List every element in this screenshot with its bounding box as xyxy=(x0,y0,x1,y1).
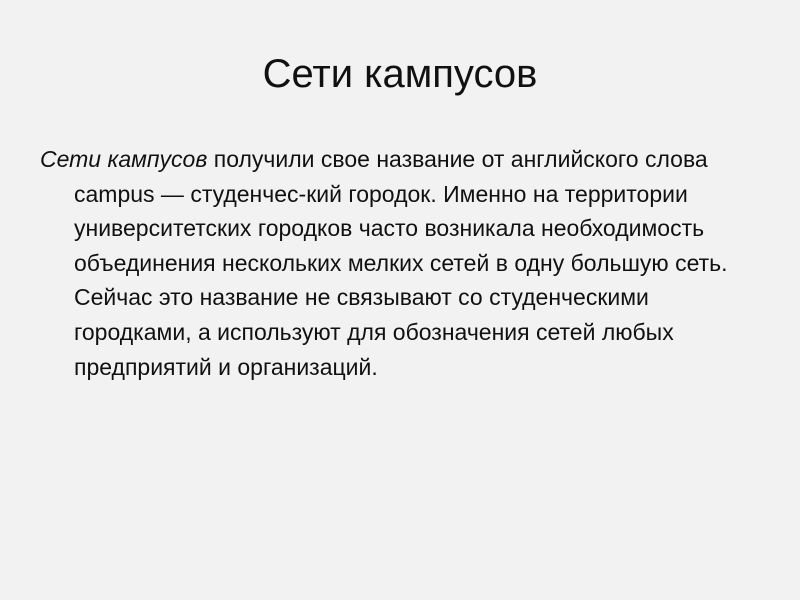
slide-body xyxy=(40,142,730,384)
body-lead-term: Сети кампусов xyxy=(40,146,208,172)
body-text: получили свое название от английского слова campus — студенчес-кий городок. Именно на территории университетских городков часто возникала необходимость объединения нескольких мелких сетей в одну большую сеть. Сейчас это название не связывают со студенческими городками, а используют для обозначения сетей любых предприятий и организаций. xyxy=(74,146,728,380)
body-paragraph xyxy=(40,142,730,384)
slide-title: Сети кампусов xyxy=(262,52,538,96)
